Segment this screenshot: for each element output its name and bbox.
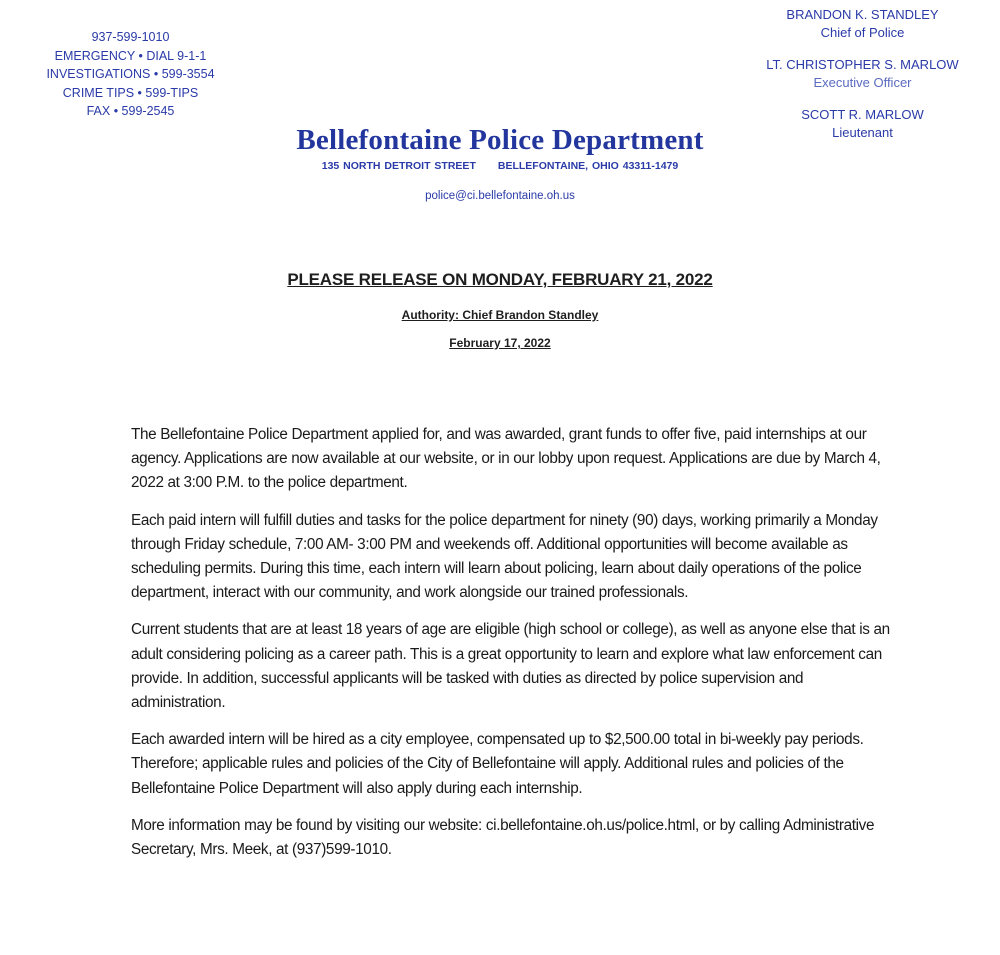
crime-tips-line: CRIME TIPS • 599-TIPS: [62, 85, 199, 100]
staff-lieutenant: [740, 106, 985, 142]
department-name: Bellefontaine Police Department: [296, 124, 704, 156]
staff-title: Chief of Police: [820, 25, 905, 40]
staff-list: [740, 6, 985, 156]
investigations-line: INVESTIGATIONS • 599-3554: [46, 67, 215, 81]
paragraph-duties: Each paid intern will fulfill duties and tasks for the police department for ninety (90) days, working primarily a Monday through Friday schedule, 7:00 AM- 3:00 PM and weekends off. Additional opportunities will become available as scheduling permits. During this time, each intern will learn about policing, learn about daily operations of the police department, interact with our community, and work alongside our trained professionals.: [131, 511, 878, 602]
street-address: 135 NORTH DETROIT STREET: [321, 160, 476, 172]
contact-numbers: [28, 28, 233, 121]
staff-title: Executive Officer: [813, 75, 912, 90]
department-email: police@ci.bellefontaine.oh.us: [425, 190, 575, 202]
staff-chief: [740, 6, 985, 42]
paragraph-contact-info: More information may be found by visiting our website: ci.bellefontaine.oh.us/police.html, or by calling Administrative Secretary, Mrs. Meek, at (937)599-1010.: [131, 816, 875, 859]
release-headline: PLEASE RELEASE ON MONDAY, FEBRUARY 21, 2022: [287, 270, 713, 289]
staff-title: Lieutenant: [832, 125, 893, 140]
staff-executive-officer: [740, 56, 985, 92]
staff-name: SCOTT R. MARLOW: [801, 107, 924, 122]
press-release-body: [131, 423, 901, 875]
address: [250, 160, 750, 172]
release-date: February 17, 2022: [449, 336, 551, 350]
city-address: BELLEFONTAINE, OHIO 43311-1479: [497, 160, 679, 172]
emergency-line: EMERGENCY • DIAL 9-1-1: [54, 48, 207, 63]
staff-name: BRANDON K. STANDLEY: [786, 7, 939, 22]
paragraph-eligibility: Current students that are at least 18 years of age are eligible (high school or college), as well as anyone else that is an adult considering policing as a career path. This is a great opportunity to learn and explore what law enforcement can provide. In addition, successful applicants will be tasked with duties as directed by police supervision and administration.: [131, 621, 890, 712]
paragraph-compensation: Each awarded intern will be hired as a city employee, compensated up to $2,500.00 total in bi-weekly pay periods. Therefore; applicable rules and policies of the City of Bellefontaine will apply. Additional rules and policies of the Bellefontaine Police Department will also apply during each internship.: [131, 731, 864, 797]
authority-line: Authority: Chief Brandon Standley: [401, 308, 599, 322]
fax-line: FAX • 599-2545: [86, 104, 175, 118]
staff-name: LT. CHRISTOPHER S. MARLOW: [766, 57, 959, 72]
paragraph-announcement: The Bellefontaine Police Department applied for, and was awarded, grant funds to offer five, paid internships at our agency. Applications are now available at our website, or in our lobby upon request. Applications are due by March 4, 2022 at 3:00 P.M. to the police department.: [131, 426, 881, 492]
release-header: [0, 270, 1000, 350]
main-phone: 937-599-1010: [91, 30, 170, 44]
letterhead: [250, 122, 750, 202]
